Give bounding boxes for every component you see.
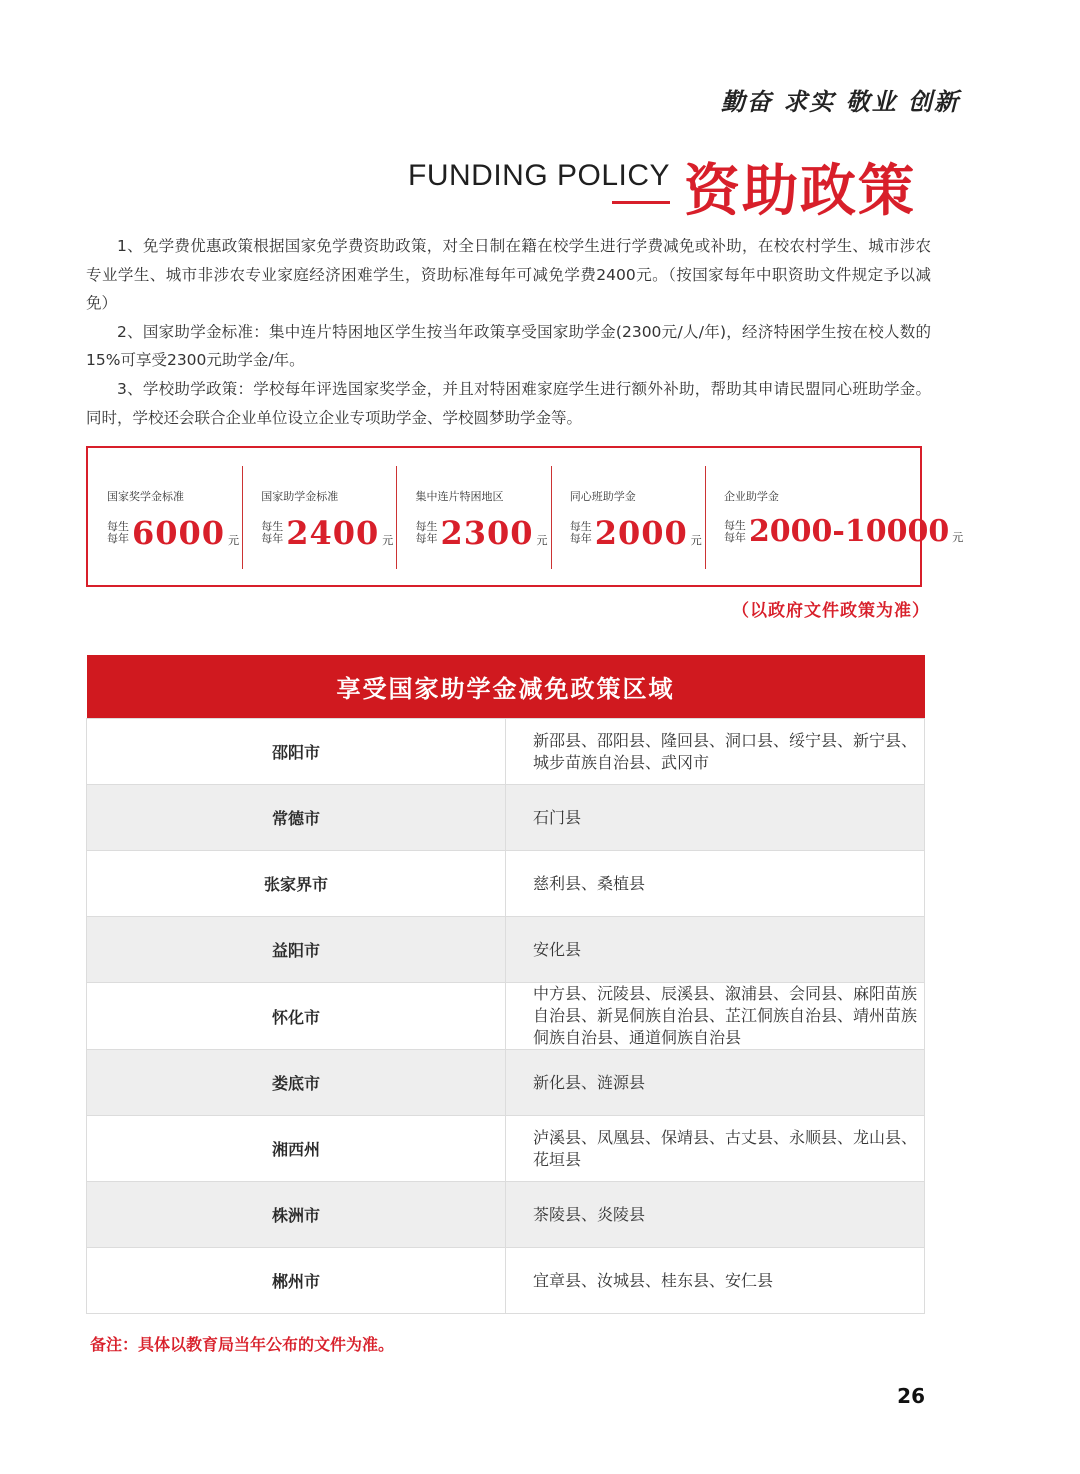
motto: 勤奋 求实 敬业 创新	[720, 87, 960, 116]
amount-row	[107, 514, 239, 552]
page-title-en: FUNDING POLICY	[408, 159, 671, 192]
per-student-label	[724, 520, 746, 544]
per-student-label	[107, 521, 129, 545]
amount-tongxin-class	[551, 448, 705, 585]
policy-intro	[86, 232, 931, 432]
city-cell: 常德市	[87, 785, 506, 851]
city-cell: 张家界市	[87, 851, 506, 917]
city-cell: 怀化市	[87, 983, 506, 1050]
per-line-1: 每生	[569, 520, 592, 533]
counties-cell: 新化县、涟源县	[506, 1050, 925, 1116]
amount-national-scholarship	[88, 448, 242, 585]
policy-paragraph-3: 3、学校助学政策：学校每年评选国家奖学金，并且对特困难家庭学生进行额外补助，帮助其申请民盟同心班助学金。同时，学校还会联合企业单位设立企业专项助学金、学校圆梦助学金等。	[86, 379, 931, 427]
per-line-1: 每生	[261, 520, 284, 533]
per-line-1: 每生	[723, 518, 746, 532]
table-row	[87, 719, 925, 785]
amount-row	[261, 514, 393, 552]
counties-cell: 石门县	[506, 785, 925, 851]
amount-unit: 元	[228, 534, 240, 547]
table-row	[87, 1248, 925, 1314]
per-line-1: 每生	[415, 520, 438, 533]
amount-label: 集中连片特困地区	[415, 490, 504, 503]
counties-cell: 茶陵县、炎陵县	[506, 1182, 925, 1248]
per-student-label	[261, 521, 283, 545]
amount-national-grant	[242, 448, 396, 585]
counties-cell: 新邵县、邵阳县、隆回县、洞口县、绥宁县、新宁县、城步苗族自治县、武冈市	[506, 719, 925, 785]
per-line-2: 每年	[107, 532, 129, 545]
amount-row	[570, 514, 702, 552]
counties-cell: 宜章县、汝城县、桂东县、安仁县	[506, 1248, 925, 1314]
per-line-2: 每年	[415, 532, 438, 545]
per-line-2: 每年	[723, 530, 746, 544]
amount-unit: 元	[536, 534, 548, 547]
counties-cell: 泸溪县、凤凰县、保靖县、古丈县、永顺县、龙山县、花垣县	[506, 1116, 925, 1182]
counties-cell: 中方县、沅陵县、辰溪县、溆浦县、会同县、麻阳苗族自治县、新晃侗族自治县、芷江侗族自治县、靖州苗族侗族自治县、通道侗族自治县	[506, 983, 925, 1050]
policy-paragraph-1: 1、免学费优惠政策根据国家免学费资助政策，对全日制在籍在校学生进行学费减免或补助，在校农村学生、城市涉农专业学生、城市非涉农专业家庭经济困难学生，资助标准每年可减免学费2400元。（按国家每年中职资助文件规定予以减免）	[86, 237, 931, 313]
remark-note: 备注：具体以教育局当年公布的文件为准。	[90, 1335, 395, 1354]
amount-poverty-area	[396, 448, 550, 585]
region-table	[86, 655, 925, 1314]
counties-cell: 慈利县、桑植县	[506, 851, 925, 917]
per-line-2: 每年	[569, 532, 592, 545]
per-student-label	[415, 521, 437, 545]
amount-unit: 元	[690, 534, 702, 547]
policy-paragraph-2: 2、国家助学金标准：集中连片特困地区学生按当年政策享受国家助学金(2300元/人/年)，经济特困学生按在校人数的15%可享受2300元助学金/年。	[86, 322, 931, 370]
amount-enterprise-grant	[705, 448, 964, 585]
amount-value: 2000-10000	[748, 514, 950, 549]
city-cell: 益阳市	[87, 917, 506, 983]
title-underline	[612, 201, 670, 204]
table-row	[87, 1050, 925, 1116]
amount-label: 同心班助学金	[569, 490, 636, 503]
city-cell: 娄底市	[87, 1050, 506, 1116]
amount-row	[415, 514, 547, 552]
per-line-2: 每年	[261, 532, 284, 545]
table-row	[87, 785, 925, 851]
page-title-cn: 资助政策	[684, 159, 916, 224]
amount-label: 企业助学金	[723, 490, 779, 503]
funding-amounts-box	[86, 446, 964, 587]
amount-unit: 元	[952, 531, 964, 544]
amount-value: 2400	[286, 514, 380, 552]
amount-value: 6000	[132, 514, 226, 552]
region-table-header-row	[87, 655, 925, 719]
page-number: 26	[897, 1384, 925, 1408]
amount-label: 国家助学金标准	[261, 490, 339, 503]
policy-note: （以政府文件政策为准）	[732, 601, 930, 621]
table-row	[87, 851, 925, 917]
page-header	[400, 145, 930, 224]
amount-value: 2300	[440, 514, 534, 552]
city-cell: 株洲市	[87, 1182, 506, 1248]
table-row	[87, 1182, 925, 1248]
counties-cell: 安化县	[506, 917, 925, 983]
city-cell: 郴州市	[87, 1248, 506, 1314]
per-student-label	[570, 521, 592, 545]
amount-unit: 元	[382, 534, 394, 547]
city-cell: 湘西州	[87, 1116, 506, 1182]
per-line-1: 每生	[107, 520, 129, 533]
city-cell: 邵阳市	[87, 719, 506, 785]
amount-row	[724, 514, 963, 549]
table-row	[87, 1116, 925, 1182]
table-row	[87, 983, 925, 1050]
table-row	[87, 917, 925, 983]
region-table-header: 享受国家助学金减免政策区域	[87, 655, 925, 719]
amount-label: 国家奖学金标准	[107, 490, 184, 503]
amount-value: 2000	[594, 514, 688, 552]
